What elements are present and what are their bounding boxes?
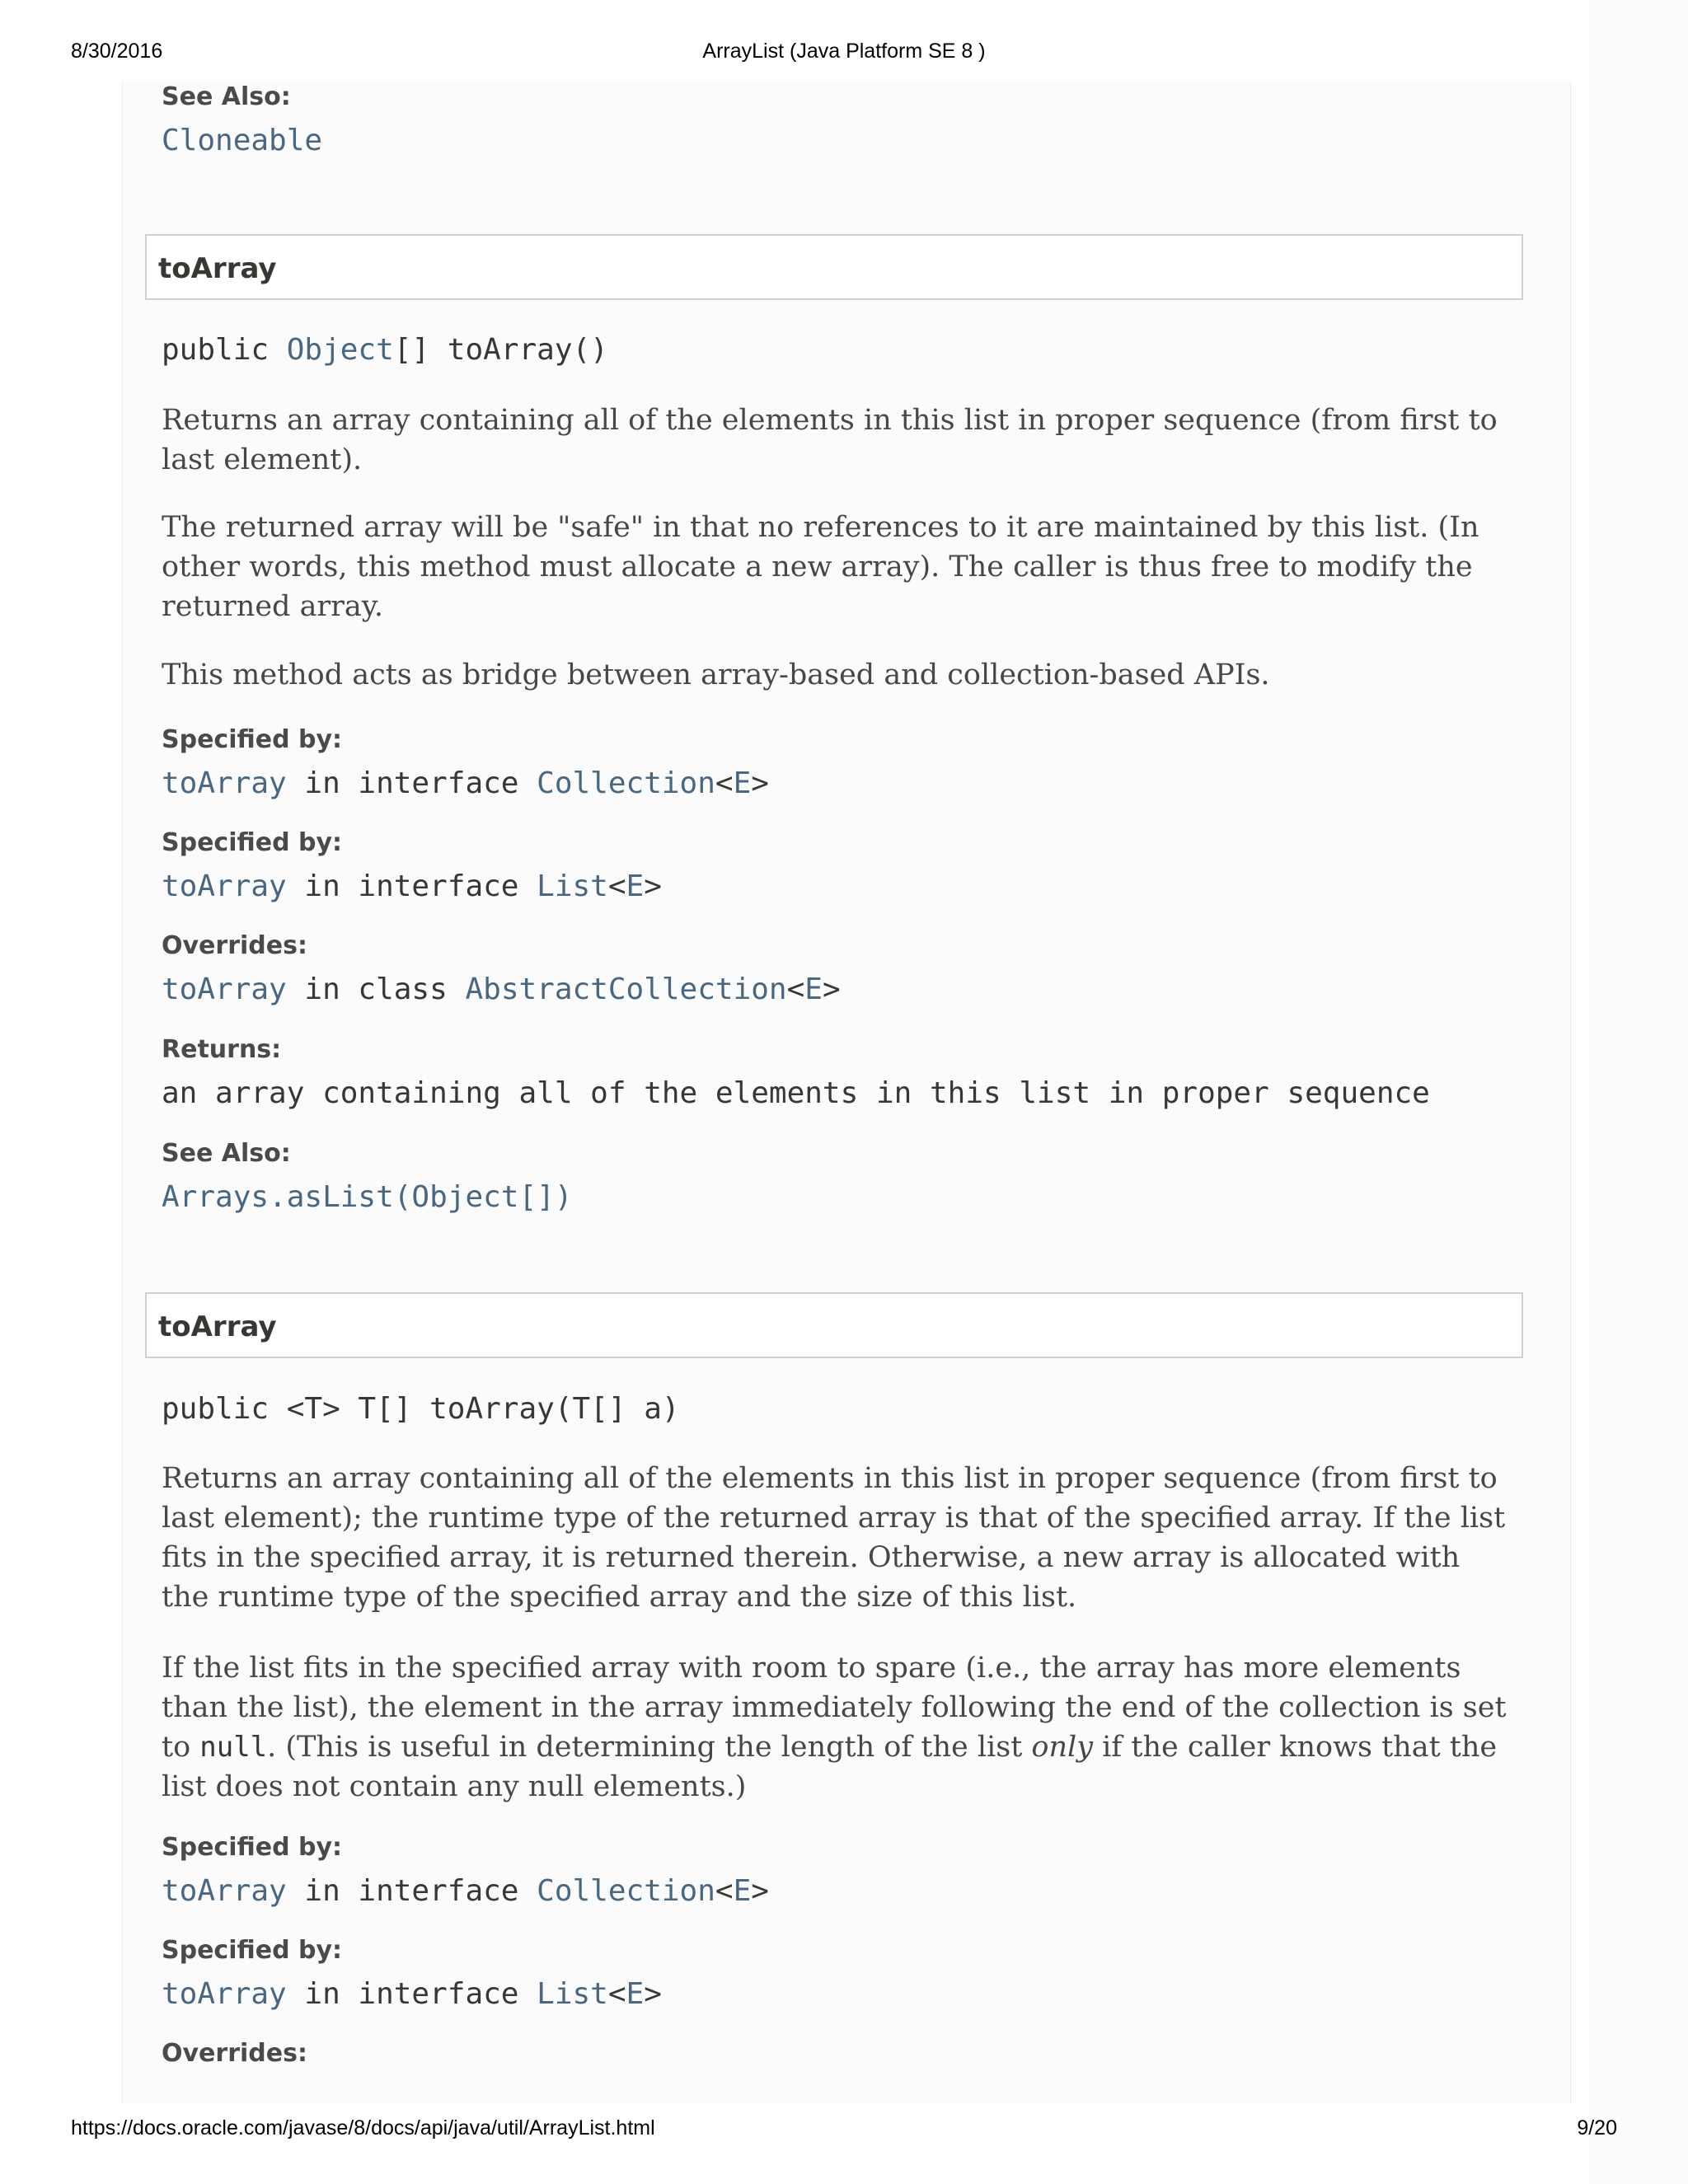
specified-by-text: in interface: [286, 1977, 537, 2011]
method-signature: public <T> T[] toArray(T[] a): [162, 1392, 680, 1426]
specified-by-label: Specified by:: [162, 828, 343, 857]
overrides-method-link[interactable]: toArray: [162, 972, 287, 1006]
generic-close: >: [644, 869, 662, 903]
type-param-link[interactable]: E: [804, 972, 823, 1006]
interface-link-list[interactable]: List: [537, 869, 608, 903]
overrides-label: Overrides:: [162, 931, 307, 960]
interface-link-collection[interactable]: Collection: [537, 766, 715, 800]
generic-close: >: [644, 1977, 662, 2011]
interface-link-collection[interactable]: Collection: [537, 1874, 715, 1908]
generic-open: <: [607, 1977, 626, 2011]
specified-by-method-link[interactable]: toArray: [162, 766, 287, 800]
specified-by-label: Specified by:: [162, 725, 343, 754]
right-margin-strip: [1589, 0, 1688, 2184]
specified-by-label: Specified by:: [162, 1936, 343, 1965]
returns-label: Returns:: [162, 1035, 282, 1064]
see-also-line: [162, 1180, 573, 1214]
desc-text: if the caller knows that the list does not contain any null elements.): [162, 1731, 1498, 1803]
type-param-link[interactable]: E: [733, 1874, 752, 1908]
specified-by-text: in interface: [286, 869, 537, 903]
specified-by-text: in interface: [286, 1874, 537, 1908]
returns-text: an array containing all of the elements in this list in proper sequence: [162, 1076, 1430, 1110]
interface-link-list[interactable]: List: [537, 1977, 608, 2011]
overrides-label: Overrides:: [162, 2039, 307, 2068]
class-link-abstractcollection[interactable]: AbstractCollection: [465, 972, 787, 1006]
generic-close: >: [751, 1874, 769, 1908]
method-signature: [162, 333, 608, 367]
desc-text: If the list fits in the specified array with room to spare (i.e., the array has more elements than the list), the element in the array immediately following the end of the collection is set to: [162, 1652, 1507, 1764]
specified-by-line: [162, 869, 662, 903]
specified-by-method-link[interactable]: toArray: [162, 869, 287, 903]
inline-code-null: null: [199, 1731, 268, 1764]
method-description-2: The returned array will be "safe" in that no references to it are maintained by this list. (In other words, this method must allocate a new array). The caller is thus free to modify the returned array.: [162, 511, 1479, 623]
type-param-link[interactable]: E: [626, 869, 645, 903]
desc-text: . (This is useful in determining the length of the list: [267, 1731, 1032, 1764]
generic-open: <: [786, 972, 805, 1006]
emphasis-only: only: [1031, 1731, 1093, 1764]
method-description-3: This method acts as bridge between array-based and collection-based APIs.: [162, 658, 1270, 691]
generic-close: >: [751, 766, 769, 800]
print-footer: [0, 2116, 1688, 2149]
specified-by-method-link[interactable]: toArray: [162, 1977, 287, 2011]
generic-close: >: [822, 972, 841, 1006]
print-title: ArrayList (Java Platform SE 8 ): [702, 40, 986, 63]
generic-open: <: [607, 869, 626, 903]
see-also-label: See Also:: [162, 82, 291, 111]
generic-open: <: [715, 766, 734, 800]
specified-by-line: [162, 1977, 662, 2011]
specified-by-label: Specified by:: [162, 1833, 343, 1862]
overrides-line: [162, 972, 841, 1006]
specified-by-line: [162, 766, 769, 800]
type-param-link[interactable]: E: [733, 766, 752, 800]
method-heading-toarray: [145, 234, 1523, 300]
method-name: toArray: [158, 252, 277, 285]
method-description-1: Returns an array containing all of the elements in this list in proper sequence (from first to last element); the runtime type of the returned array is that of the specified array. If the list fits in the specified array, it is returned therein. Otherwise, a new array is allocated with the runtime type of the specified array and the size of this list.: [162, 1462, 1506, 1614]
signature-modifier: public: [162, 333, 287, 367]
see-also-link-arrays-aslist[interactable]: Arrays.asList(Object[]): [162, 1180, 573, 1214]
see-also-link-cloneable[interactable]: Cloneable: [162, 124, 323, 157]
method-name: toArray: [158, 1310, 277, 1343]
print-page-number: 9/20: [1577, 2116, 1617, 2139]
method-heading-toarray-generic: [145, 1292, 1523, 1358]
see-also-line: [162, 124, 322, 157]
overrides-text: in class: [286, 972, 466, 1006]
print-date: 8/30/2016: [71, 40, 163, 63]
signature-rest: [] toArray(): [393, 333, 608, 367]
see-also-label: See Also:: [162, 1139, 291, 1168]
type-param-link[interactable]: E: [626, 1977, 645, 2011]
specified-by-line: [162, 1874, 769, 1908]
specified-by-text: in interface: [286, 766, 537, 800]
specified-by-method-link[interactable]: toArray: [162, 1874, 287, 1908]
print-header: [0, 40, 1688, 73]
signature-return-type-link[interactable]: Object: [286, 333, 394, 367]
generic-open: <: [715, 1874, 734, 1908]
print-url: https://docs.oracle.com/javase/8/docs/api/java/util/ArrayList.html: [71, 2116, 655, 2139]
method-description-2: [162, 1648, 1513, 1807]
method-description-1: Returns an array containing all of the elements in this list in proper sequence (from first to last element).: [162, 404, 1498, 476]
